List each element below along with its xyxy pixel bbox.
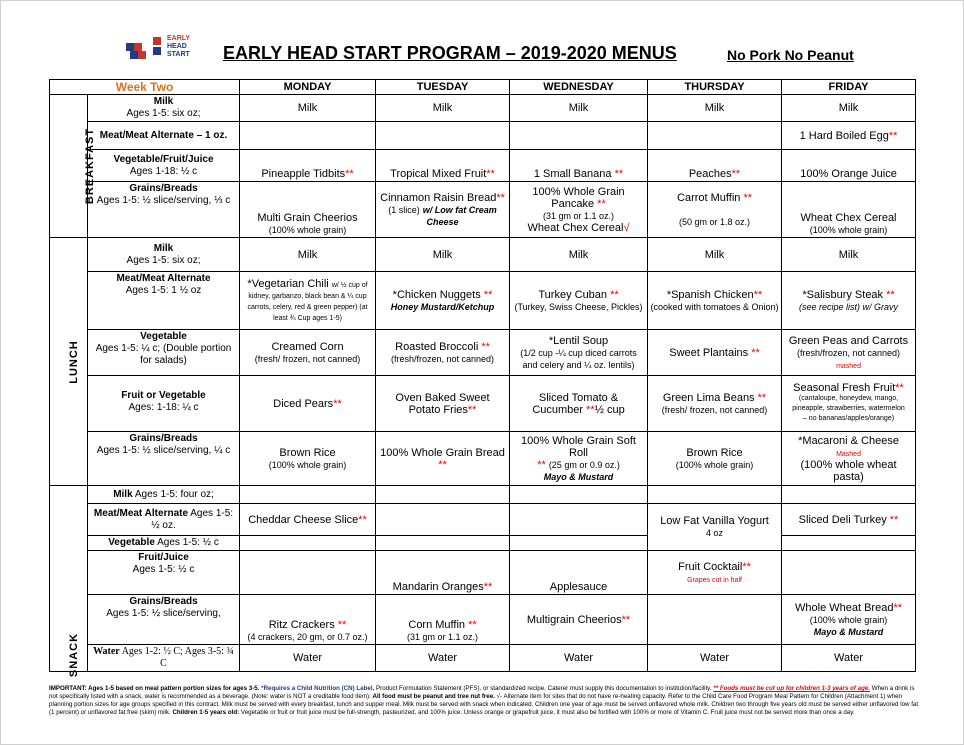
menu-cell: Milk bbox=[510, 95, 648, 122]
menu-cell: Ritz Crackers ** (4 crackers, 20 gm, or 0.7 oz.) bbox=[240, 595, 376, 645]
menu-cell: Brown Rice (100% whole grain) bbox=[648, 432, 782, 486]
menu-cell: *Vegetarian Chili w/ ½ cup of kidney, garbanzo, black bean & ¼ cup carrots, celery, red & green pepper) (at least ¾ Cup ages 1-5) bbox=[240, 272, 376, 330]
day-header-wednesday: WEDNESDAY bbox=[510, 80, 648, 95]
section-snack: SNACK bbox=[50, 486, 88, 672]
menu-cell: Seasonal Fresh Fruit** (cantaloupe, honeydew, mango, pineapple, strawberries, watermelon – no bananas/apples/orange) bbox=[782, 376, 916, 432]
menu-cell: Roasted Broccoli ** (fresh/frozen, not canned) bbox=[376, 330, 510, 376]
menu-cell: *Lentil Soup (1/2 cup -¼ cup diced carrots and celery and ¼ oz. lentils) bbox=[510, 330, 648, 376]
menu-cell: Milk bbox=[240, 95, 376, 122]
row-label: Milk Ages 1-5: four oz; bbox=[88, 486, 240, 504]
breakfast-meat-row bbox=[50, 122, 916, 150]
logo-line-1: EARLY bbox=[167, 35, 191, 42]
snack-grains-row bbox=[50, 595, 916, 645]
menu-cell: Milk bbox=[782, 95, 916, 122]
menu-cell: Brown Rice (100% whole grain) bbox=[240, 432, 376, 486]
row-label: Grains/Breads Ages 1-5: ½ slice/serving, bbox=[88, 595, 240, 645]
menu-cell: *Chicken Nuggets ** Honey Mustard/Ketchup bbox=[376, 272, 510, 330]
logo-line-2: HEAD START bbox=[167, 43, 190, 58]
menu-cell: Peaches** bbox=[648, 150, 782, 182]
early-head-start-logo bbox=[121, 29, 211, 65]
menu-cell: Multi Grain Cheerios (100% whole grain) bbox=[240, 182, 376, 238]
day-header-monday: MONDAY bbox=[240, 80, 376, 95]
row-label: Milk Ages 1-5: six oz; bbox=[88, 238, 240, 272]
menu-cell: Diced Pears** bbox=[240, 376, 376, 432]
lunch-meat-row bbox=[50, 272, 916, 330]
menu-cell: Corn Muffin ** (31 gm or 1.1 oz.) bbox=[376, 595, 510, 645]
menu-cell: 100% Whole Grain Bread ** bbox=[376, 432, 510, 486]
menu-cell: Milk bbox=[240, 238, 376, 272]
menu-cell: Green Peas and Carrots (fresh/frozen, not canned) mashed bbox=[782, 330, 916, 376]
menu-cell bbox=[782, 536, 916, 551]
menu-cell: Cheddar Cheese Slice** bbox=[240, 504, 376, 536]
section-breakfast: BREAKFAST bbox=[50, 95, 88, 238]
menu-cell bbox=[376, 486, 510, 504]
day-header-friday: FRIDAY bbox=[782, 80, 916, 95]
row-label: Meat/Meat Alternate – 1 oz. bbox=[88, 122, 240, 150]
row-label: Fruit/Juice Ages 1-5: ½ c bbox=[88, 551, 240, 595]
menu-cell: Milk bbox=[376, 95, 510, 122]
menu-cell: Multigrain Cheerios** bbox=[510, 595, 648, 645]
menu-cell bbox=[376, 122, 510, 150]
snack-water-row bbox=[50, 645, 916, 672]
row-label: Meat/Meat Alternate Ages 1-5: ½ oz. bbox=[88, 504, 240, 536]
menu-cell: Water bbox=[510, 645, 648, 672]
menu-cell: Whole Wheat Bread** (100% whole grain) Mayo & Mustard bbox=[782, 595, 916, 645]
lunch-milk-row bbox=[50, 238, 916, 272]
menu-cell bbox=[648, 122, 782, 150]
menu-cell: Milk bbox=[782, 238, 916, 272]
menu-cell: 1 Hard Boiled Egg** bbox=[782, 122, 916, 150]
menu-cell: Oven Baked Sweet Potato Fries** bbox=[376, 376, 510, 432]
lunch-fruit-row bbox=[50, 376, 916, 432]
row-label: Vegetable Ages 1-5: ½ c bbox=[88, 536, 240, 551]
menu-cell: Green Lima Beans ** (fresh/ frozen, not canned) bbox=[648, 376, 782, 432]
menu-cell: Low Fat Vanilla Yogurt 4 oz bbox=[648, 504, 782, 551]
day-header-thursday: THURSDAY bbox=[648, 80, 782, 95]
menu-cell: *Spanish Chicken** (cooked with tomatoes & Onion) bbox=[648, 272, 782, 330]
lunch-veg-row bbox=[50, 330, 916, 376]
menu-cell: Applesauce bbox=[510, 551, 648, 595]
menu-cell: Turkey Cuban ** (Turkey, Swiss Cheese, Pickles) bbox=[510, 272, 648, 330]
table-header-row bbox=[50, 80, 916, 95]
menu-cell: Pineapple Tidbits** bbox=[240, 150, 376, 182]
snack-meat-row bbox=[50, 504, 916, 536]
menu-cell: Creamed Corn (fresh/ frozen, not canned) bbox=[240, 330, 376, 376]
menu-cell: Water bbox=[376, 645, 510, 672]
menu-cell: *Salisbury Steak ** (see recipe list) w/ Gravy bbox=[782, 272, 916, 330]
menu-cell: Milk bbox=[376, 238, 510, 272]
menu-cell: Water bbox=[648, 645, 782, 672]
menu-cell bbox=[782, 486, 916, 504]
row-label: Meat/Meat Alternate Ages 1-5: 1 ½ oz bbox=[88, 272, 240, 330]
row-label: Milk Ages 1-5: six oz; bbox=[88, 95, 240, 122]
breakfast-veg-row bbox=[50, 150, 916, 182]
menu-cell bbox=[648, 595, 782, 645]
row-label: Grains/Breads Ages 1-5: ½ slice/serving, ¼ c bbox=[88, 432, 240, 486]
breakfast-grains-row bbox=[50, 182, 916, 238]
menu-cell bbox=[510, 122, 648, 150]
menu-cell: 100% Whole Grain Pancake ** (31 gm or 1.1 oz.) Wheat Chex Cereal√ bbox=[510, 182, 648, 238]
page-header bbox=[121, 29, 881, 69]
week-label: Week Two bbox=[50, 80, 240, 95]
menu-cell: 100% Orange Juice bbox=[782, 150, 916, 182]
snack-veg-row bbox=[50, 536, 916, 551]
breakfast-milk-row bbox=[50, 95, 916, 122]
menu-cell: Milk bbox=[510, 238, 648, 272]
day-header-tuesday: TUESDAY bbox=[376, 80, 510, 95]
lunch-grains-row bbox=[50, 432, 916, 486]
menu-cell: Sliced Deli Turkey ** bbox=[782, 504, 916, 536]
snack-milk-row bbox=[50, 486, 916, 504]
logo-blocks-icon bbox=[125, 35, 165, 65]
menu-cell: 1 Small Banana ** bbox=[510, 150, 648, 182]
row-label: Fruit or Vegetable Ages: 1-18: ¼ c bbox=[88, 376, 240, 432]
menu-cell: Milk bbox=[648, 95, 782, 122]
menu-cell: *Macaroni & Cheese Mashed (100% whole wheat pasta) bbox=[782, 432, 916, 486]
menu-table bbox=[49, 79, 916, 678]
menu-cell: Sweet Plantains ** bbox=[648, 330, 782, 376]
menu-cell bbox=[376, 536, 510, 551]
menu-cell: Water bbox=[782, 645, 916, 672]
menu-cell bbox=[240, 536, 376, 551]
row-label: Water Ages 1-2: ½ C; Ages 3-5: ¾ C bbox=[88, 645, 240, 672]
menu-cell: Fruit Cocktail** Grapes cut in half bbox=[648, 551, 782, 595]
menu-cell: Carrot Muffin ** (50 gm or 1.8 oz.) bbox=[648, 182, 782, 238]
menu-cell: Milk bbox=[648, 238, 782, 272]
menu-cell bbox=[648, 486, 782, 504]
menu-cell: Water bbox=[240, 645, 376, 672]
menu-cell: Wheat Chex Cereal (100% whole grain) bbox=[782, 182, 916, 238]
menu-cell bbox=[240, 551, 376, 595]
row-label: Vegetable Ages 1-5: ¼ c; (Double portion for salads) bbox=[88, 330, 240, 376]
menu-cell bbox=[782, 551, 916, 595]
row-label: Vegetable/Fruit/Juice Ages 1-18: ½ c bbox=[88, 150, 240, 182]
menu-cell: Sliced Tomato & Cucumber **½ cup bbox=[510, 376, 648, 432]
menu-cell bbox=[240, 486, 376, 504]
row-label: Grains/Breads Ages 1-5: ½ slice/serving, ⅓ c bbox=[88, 182, 240, 238]
menu-cell bbox=[510, 504, 648, 536]
menu-cell: Cinnamon Raisin Bread** (1 slice) w/ Low fat Cream Cheese bbox=[376, 182, 510, 238]
page-title: EARLY HEAD START PROGRAM – 2019-2020 MENUS bbox=[223, 43, 677, 63]
page-subtitle: No Pork No Peanut bbox=[727, 47, 854, 63]
menu-cell bbox=[240, 122, 376, 150]
menu-cell bbox=[510, 486, 648, 504]
menu-cell bbox=[376, 504, 510, 536]
section-lunch: LUNCH bbox=[50, 238, 88, 486]
menu-cell bbox=[510, 536, 648, 551]
menu-cell: Mandarin Oranges** bbox=[376, 551, 510, 595]
menu-cell: 100% Whole Grain Soft Roll ** (25 gm or 0.9 oz.) Mayo & Mustard bbox=[510, 432, 648, 486]
menu-cell: Tropical Mixed Fruit** bbox=[376, 150, 510, 182]
footer-notes: IMPORTANT: Ages 1-5 based on meal pattern portion sizes for ages 3-5. *Requires a Child Nutrition (CN) Label, Product Formulation Statement (PFS), or standardized recipe. Caterer must supply this documentation to institution/facility. ** Foods must be cut up for children 1-3 years of age. When a drink is not specifically listed with a snack, water is recommended as a beverage. (Note: water is NOT a creditable food item). All food must be peanut and tree nut free. √- Alternate item for sites that do not have re-heating capacity. Refer to the Child Care Food Program Meal Pattern for Children (Attachment 1) when planning portion sizes for age groups specified in this contract. Milk must be served with every breakfast, lunch and supper meal. Milk must be served with snack when indicated. Children one year of age must be served unflavored whole milk. Children two through five years old must be served either unflavored low fat (1 percent) or unflavored fat free (skim) milk. Children 1-5 years old: Vegetable or fruit or fruit juice must be full-strength, pasteurized, and 100% juice. Unless orange or grapefruit juice, it must also be fortified with 100% or more of Vitamin C. Fruit juice must not be served more than once a day. bbox=[49, 685, 919, 716]
snack-fruit-row bbox=[50, 551, 916, 595]
logo-text bbox=[167, 35, 211, 59]
